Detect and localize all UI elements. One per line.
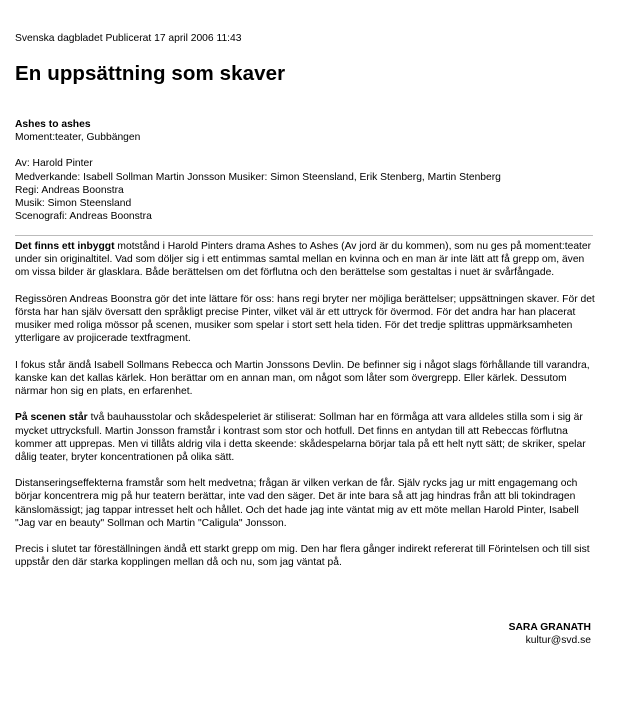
show-title: Ashes to ashes xyxy=(15,119,91,130)
paragraph xyxy=(15,359,595,398)
paragraph xyxy=(15,411,595,463)
paragraph xyxy=(15,477,595,529)
author-email: kultur@svd.se xyxy=(525,635,591,646)
direction: Regi: Andreas Boonstra xyxy=(15,184,124,196)
source-line: Svenska dagbladet Publicerat 17 april 2006 11:43 xyxy=(15,33,242,44)
paragraph-text: två bauhausstolar och skådespeleriet är stiliserat: Sollman har en förmåga att vara alldeles stilla som i sig är mycket uttrycksfull. Martin Jonsson framstår i kontrast som stor och hotfull. Det finns en antydan till att Rebeccas förflutna kommer att upprepas. Men vi tillåts aldrig vila i detta skeende: skådespelarna börjar tala på ett helt nytt sätt; de skriker, spelar dålig teater, bryter koncentrationen på olika sätt. xyxy=(15,412,586,463)
paragraph-text: motstånd i Harold Pinters drama Ashes to Ashes (Av jord är du kommen), som nu ges på moment:teater under sin originaltitel. Vad som döljer sig i ett entimmas samtal mellan en kvinna och en man är inte lätt att få grepp om, även om vissa bilder är glasklara. Både berättelsen om det förflutna och den berättelse som gestaltas i nuet är svårfångade. xyxy=(15,241,592,279)
paragraph-text: Distanseringseffekterna framstår som helt medvetna; frågan är vilken verkan de får. Själv rycks jag ur mitt engagemang och börjar koncentrera mig på hur teatern berättar, inte vad den säger. Det är inte bara så att jag hindras från att bli tokindragen känslomässigt; jag tappar intresset helt och hållet. Och det hade jag inte väntat mig av ett möte mellan Harold Pinter, Isabell "Jag var en beauty" Sollman och Martin "Caligula" Jonsson. xyxy=(15,478,579,529)
playwright: Av: Harold Pinter xyxy=(15,158,93,170)
article-body xyxy=(15,240,595,583)
author-name: SARA GRANATH xyxy=(508,622,591,633)
paragraph-text: I fokus står ändå Isabell Sollmans Rebecca och Martin Jonssons Devlin. De befinner sig i något slags förhållande till varandra, kanske kan det kallas kärlek. Hon berättar om en annan man, om något som låter som övergrepp. Eller kärlek. Dessutom närmar hon sig en plats, en erfarenhet. xyxy=(15,359,590,397)
paragraph-text: Regissören Andreas Boonstra gör det inte lättare för oss: hans regi bryter ner möjliga berättelser; uppsättningen skaver. För det första har han själv översatt den språkligt precise Pinter, vilket väl är ett uttryck för övermod. För det andra har han placerat musiker med roliga mössor på scenen, musiker som spelar i stort sett hela tiden. För det tredje splittras uppmärksamheten ytterligare av projicerade textfragment. xyxy=(15,293,595,345)
paragraph xyxy=(15,293,595,345)
paragraph xyxy=(15,240,595,279)
cast: Medverkande: Isabell Sollman Martin Jonsson Musiker: Simon Steensland, Erik Stenberg, Martin Stenberg xyxy=(15,171,501,183)
scenography: Scenografi: Andreas Boonstra xyxy=(15,211,152,223)
divider xyxy=(15,235,593,236)
paragraph-lead: På scenen står xyxy=(15,412,88,424)
venue: Moment:teater, Gubbängen xyxy=(15,132,141,144)
headline: En uppsättning som skaver xyxy=(15,62,286,85)
music: Musik: Simon Steensland xyxy=(15,198,132,210)
production-facts xyxy=(15,118,501,223)
byline xyxy=(509,621,591,647)
paragraph xyxy=(15,543,595,569)
paragraph-text: Precis i slutet tar föreställningen ändå ett starkt grepp om mig. Den har flera gånger indirekt refererat till Förintelsen och till sist uppstår den där starka kopplingen mellan då och nu, som jag väntat på. xyxy=(15,544,590,569)
facts-spacer xyxy=(15,144,501,157)
paragraph-lead: Det finns ett inbyggt xyxy=(15,241,115,252)
